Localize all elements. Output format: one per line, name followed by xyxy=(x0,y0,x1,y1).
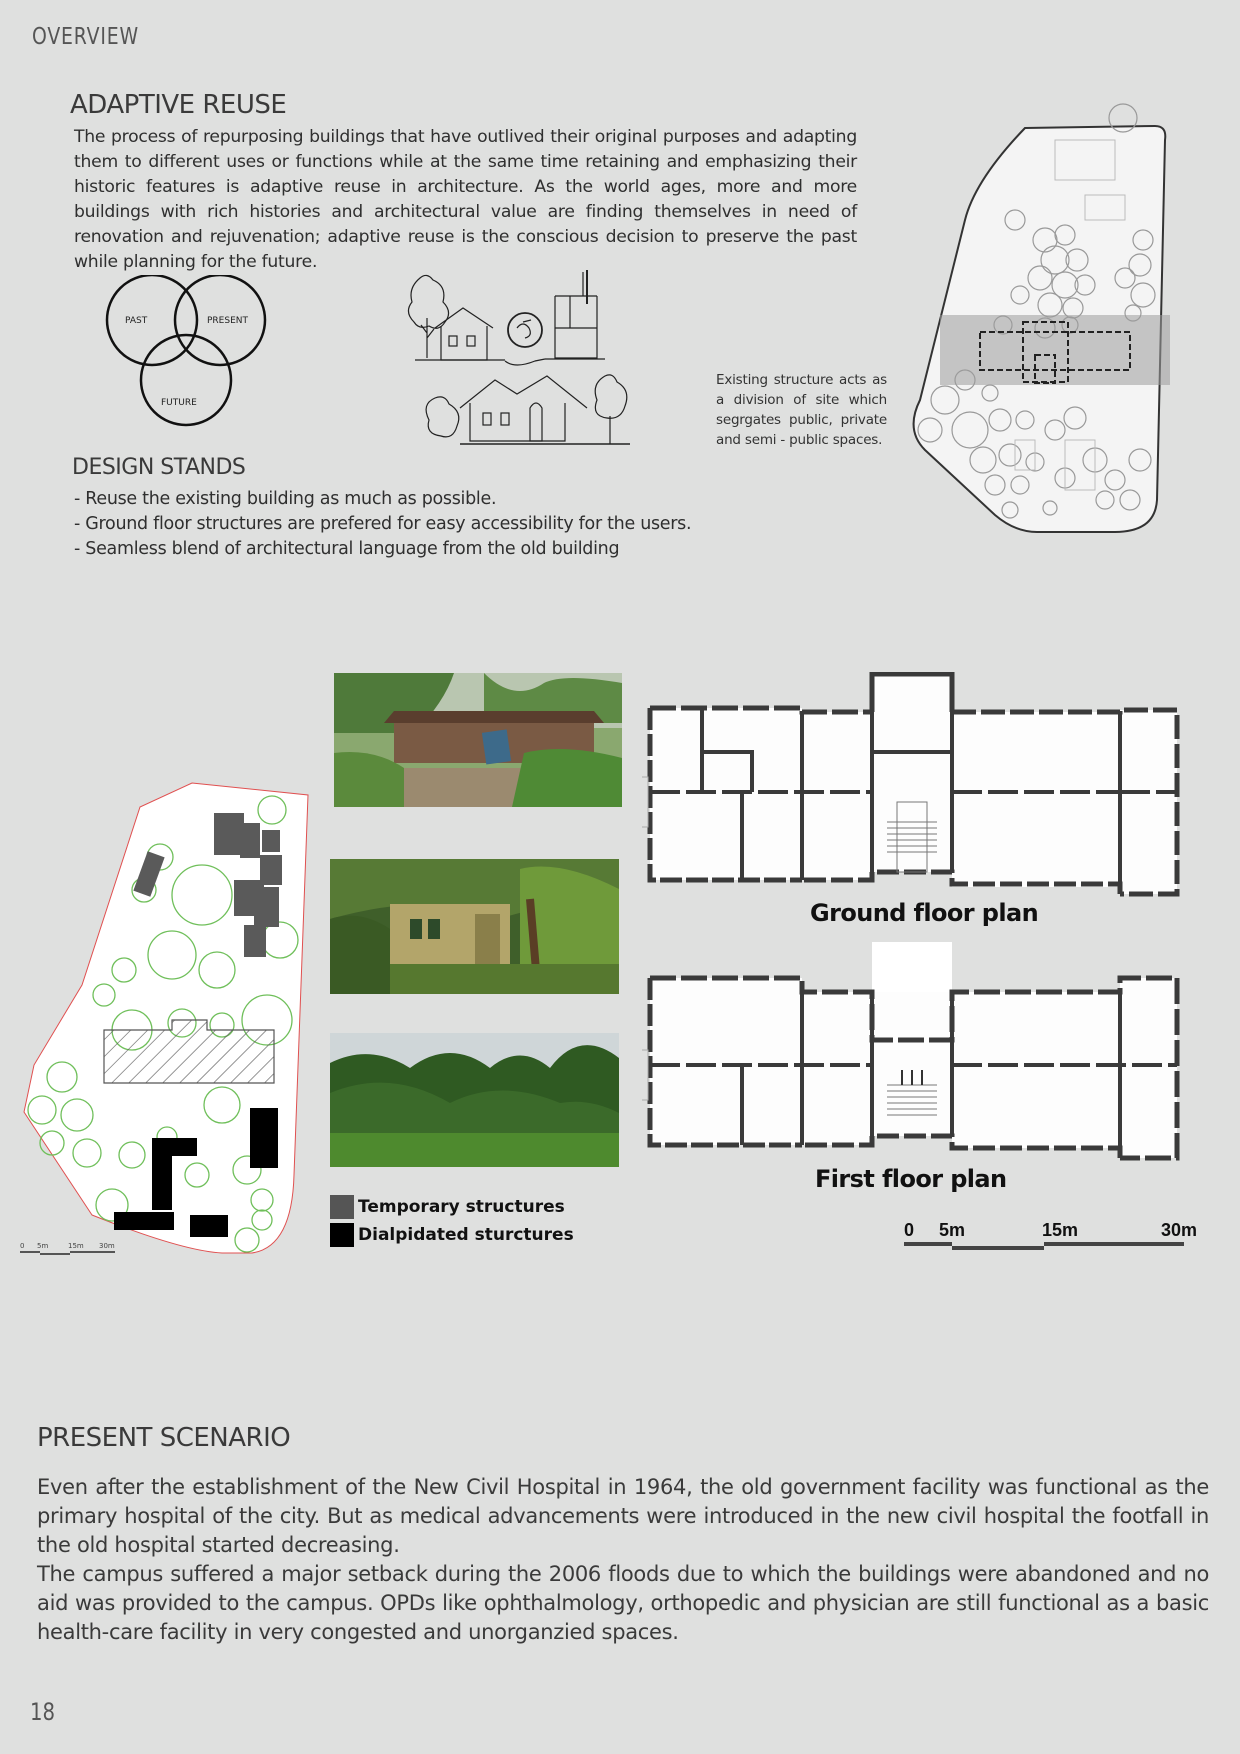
site-photo-overgrown-building xyxy=(334,673,622,807)
scale-label-0: 0 xyxy=(904,1220,915,1240)
list-item: - Reuse the existing building as much as possible. xyxy=(74,489,497,509)
present-scenario-paragraph: Even after the establishment of the New Civil Hospital in 1964, the old government facility was functional as the primary hospital of the city. But as medical advancements were introduced in the new civil hospital the footfall in the old hospital started decreasing. xyxy=(37,1475,1209,1557)
legend-dilapidated xyxy=(330,1221,574,1249)
list-item: - Seamless blend of architectural language from the old building xyxy=(74,539,620,559)
site-scale-label-5m: 5m xyxy=(37,1242,49,1250)
adaptive-reuse-heading: ADAPTIVE REUSE xyxy=(70,90,287,120)
existing-building-hatch xyxy=(104,1020,274,1083)
scale-label-15m: 15m xyxy=(1042,1220,1079,1240)
first-floor-caption: First floor plan xyxy=(815,1165,1007,1193)
venn-diagram xyxy=(95,275,285,440)
design-stands-heading: DESIGN STANDS xyxy=(72,455,246,480)
site-photo-dilapidated-house xyxy=(330,859,619,994)
venn-label-past: PAST xyxy=(125,316,148,326)
first-floor-plan xyxy=(642,940,1182,1165)
page-number: 18 xyxy=(30,1698,56,1726)
ground-floor-caption: Ground floor plan xyxy=(810,899,1039,927)
legend-label-dilapidated: Dialpidated sturctures xyxy=(358,1225,574,1245)
present-scenario-text xyxy=(37,1473,1209,1647)
site-division-note: Existing structure acts as a division of site which segrgates public, private and semi - public spaces. xyxy=(716,372,887,448)
scale-label-30m: 30m xyxy=(1161,1220,1198,1240)
site-key-plan xyxy=(905,100,1185,550)
plan-scale-bar xyxy=(904,1218,1214,1258)
section-label: OVERVIEW xyxy=(32,24,139,50)
ground-floor-plan xyxy=(642,672,1182,897)
scale-label-5m: 5m xyxy=(939,1220,966,1240)
list-item: - Ground floor structures are prefered for easy accessibility for the users. xyxy=(74,514,692,534)
present-scenario-paragraph: The campus suffered a major setback during the 2006 floods due to which the buildings were abandoned and no aid was provided to the campus. OPDs like ophthalmology, orthopedic and physician are still functional as a basic health-care facility in very congested and unorganzied spaces. xyxy=(37,1562,1209,1644)
structures-legend xyxy=(330,1193,574,1249)
site-scale-label-30m: 30m xyxy=(99,1242,115,1250)
design-stands-list xyxy=(74,487,691,562)
site-plan xyxy=(12,775,322,1260)
adaptive-reuse-paragraph: The process of repurposing buildings that have outlived their original purposes and adapting them to different uses or functions while at the same time retaining and emphasizing their historic features is adaptive reuse in architecture. As the world ages, more and more buildings with rich histories and architectural value are finding themselves in need of renovation and rejuvenation; adaptive reuse is the conscious decision to preserve the past while planning for the future. xyxy=(74,127,857,272)
site-photo-open-green xyxy=(330,1033,619,1167)
present-scenario-heading: PRESENT SCENARIO xyxy=(37,1423,291,1453)
legend-swatch-temporary xyxy=(330,1195,354,1219)
site-scale-label-0: 0 xyxy=(20,1242,25,1250)
legend-label-temporary: Temporary structures xyxy=(358,1197,565,1217)
venn-label-future: FUTURE xyxy=(161,398,197,408)
concept-sketches xyxy=(405,258,675,453)
site-scale-label-15m: 15m xyxy=(68,1242,84,1250)
legend-swatch-dilapidated xyxy=(330,1223,354,1247)
venn-label-present: PRESENT xyxy=(207,316,248,326)
legend-temporary xyxy=(330,1193,574,1221)
site-scale-bar xyxy=(20,1240,130,1264)
